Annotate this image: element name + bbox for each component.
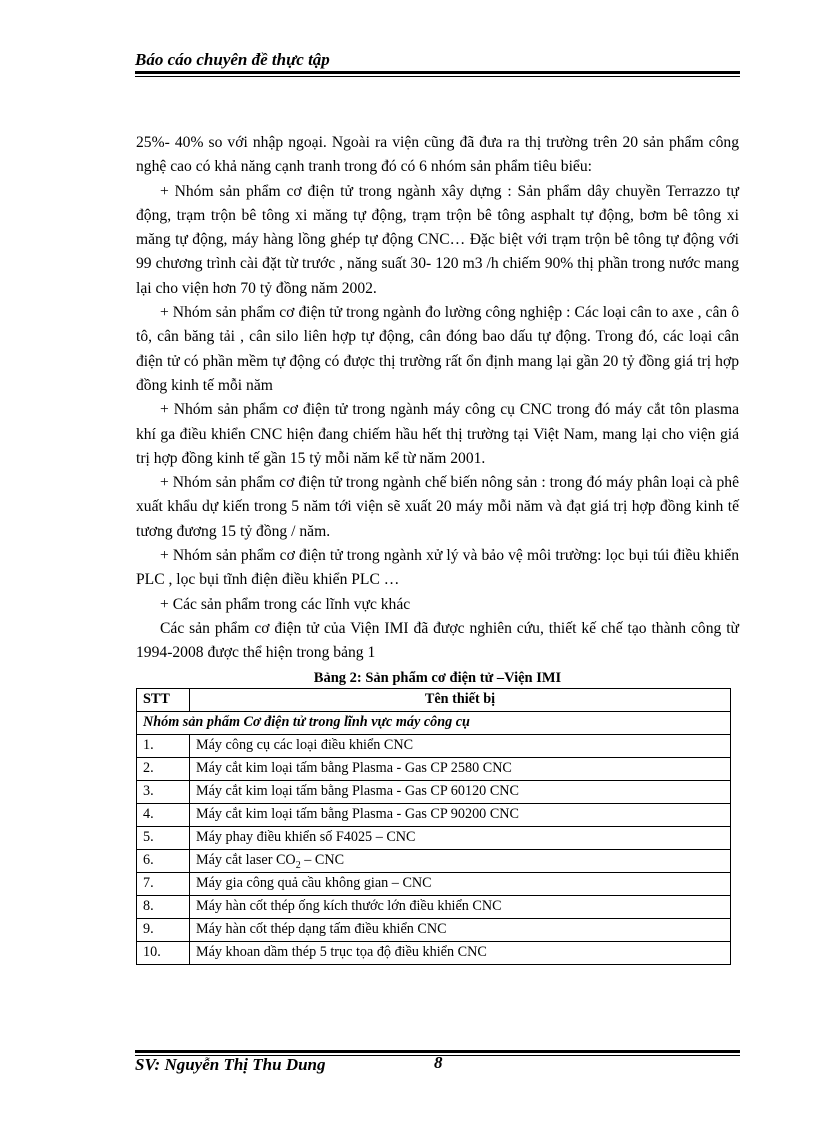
row-name: Máy công cụ các loại điều khiển CNC	[190, 734, 731, 757]
row-name	[190, 849, 731, 872]
row-name: Máy cắt kim loại tấm bằng Plasma - Gas CP 2580 CNC	[190, 757, 731, 780]
table-group-row	[137, 711, 731, 734]
table-row	[137, 849, 731, 872]
bullet-cnc-machine: + Nhóm sản phẩm cơ điện tử trong ngành máy công cụ CNC trong đó máy cắt tôn plasma khí ga điều khiển CNC hiện đang chiếm hầu hết thị trường tại Việt Nam, mang lại cho viện giá trị hợp đồng kinh tế gần 15 tỷ mỗi năm kể từ năm 2001.	[136, 401, 739, 467]
header-rule	[135, 71, 740, 74]
page-header	[135, 50, 740, 70]
header-rule-thin	[135, 76, 740, 77]
table-caption: Bảng 2: Sản phẩm cơ điện tử –Viện IMI	[313, 669, 562, 686]
bullet-environment: + Nhóm sản phẩm cơ điện tử trong ngành xử lý và bảo vệ môi trường: lọc bụi túi điều khiển PLC , lọc bụi tĩnh điện điều khiển PLC …	[136, 547, 739, 589]
row-stt: 9.	[137, 918, 190, 941]
paragraph-table-intro: Các sản phẩm cơ điện tử của Viện IMI đã được nghiên cứu, thiết kế chế tạo thành công từ 1994-2008 được thể hiện trong bảng 1	[136, 619, 739, 662]
header-stt: STT	[137, 688, 190, 711]
row-stt: 3.	[137, 780, 190, 803]
bullet-other: + Các sản phẩm trong các lĩnh vực khác	[160, 595, 411, 613]
table-row	[137, 895, 731, 918]
row-name-text: Máy cắt laser CO	[196, 852, 296, 869]
row-stt: 4.	[137, 803, 190, 826]
subscript-2: 2	[295, 859, 301, 871]
row-name: Máy hàn cốt thép ống kích thước lớn điều khiển CNC	[190, 895, 731, 918]
bullet-measurement: + Nhóm sản phẩm cơ điện tử trong ngành đo lường công nghiệp : Các loại cân to axe , cân ô tô, cân băng tải , cân silo liên hợp tự động, cân đóng bao dấu tự động. Trong đó, các loại cân điện tử có phần mềm tự động có được thị trường rất ổn định mang lại gần 20 tỷ đồng giá trị hợp đồng kinh tế mỗi năm	[136, 304, 739, 394]
table-row	[137, 826, 731, 849]
document-body	[136, 131, 739, 965]
table-row	[137, 941, 731, 964]
table-row	[137, 803, 731, 826]
row-stt: 5.	[137, 826, 190, 849]
header-device-name: Tên thiết bị	[190, 688, 731, 711]
row-stt: 10.	[137, 941, 190, 964]
row-stt: 8.	[137, 895, 190, 918]
row-name-suffix: – CNC	[300, 852, 345, 869]
row-name: Máy cắt kim loại tấm bằng Plasma - Gas CP 60120 CNC	[190, 780, 731, 803]
row-stt: 1.	[137, 734, 190, 757]
table-row	[137, 757, 731, 780]
table-row	[137, 872, 731, 895]
row-name: Máy phay điều khiển số F4025 – CNC	[190, 826, 731, 849]
table-row	[137, 780, 731, 803]
table-row	[137, 918, 731, 941]
row-name: Máy hàn cốt thép dạng tấm điều khiển CNC	[190, 918, 731, 941]
row-name: Máy gia công quả cầu không gian – CNC	[190, 872, 731, 895]
paragraph-intro: 25%- 40% so với nhập ngoại. Ngoài ra viện cũng đã đưa ra thị trường trên 20 sản phẩm công nghệ cao có khả năng cạnh tranh trong đó có 6 nhóm sản phẩm tiêu biểu:	[136, 134, 739, 176]
footer-author: SV: Nguyễn Thị Thu Dung	[135, 1055, 326, 1074]
table-header-row	[137, 688, 731, 711]
header-title: Báo cáo chuyên đề thực tập	[135, 50, 330, 69]
row-name: Máy khoan dầm thép 5 trục tọa độ điều khiển CNC	[190, 941, 731, 964]
row-name: Máy cắt kim loại tấm bằng Plasma - Gas CP 90200 CNC	[190, 803, 731, 826]
bullet-agriculture: + Nhóm sản phẩm cơ điện tử trong ngành chế biến nông sản : trong đó máy phân loại cà phê xuất khẩu dự kiến trong 5 năm tới viện sẽ xuất 20 máy mỗi năm và đạt giá trị hợp đồng kinh tế tương đương 15 tỷ đồng / năm.	[136, 474, 739, 540]
products-table	[136, 688, 731, 965]
row-stt: 7.	[137, 872, 190, 895]
group-label: Nhóm sản phẩm Cơ điện tử trong lĩnh vực máy công cụ	[137, 711, 731, 734]
row-stt: 6.	[137, 849, 190, 872]
bullet-construction: + Nhóm sản phẩm cơ điện tử trong ngành xây dựng : Sản phẩm dây chuyền Terrazzo tự động, trạm trộn bê tông xi măng tự động, trạm trộn bê tông asphalt tự động, bơm bê tông xi măng tự động, máy hàng lồng ghép tự động CNC… Đặc biệt với trạm trộn bê tông tự động với 99 chương trình cài đặt từ trước , năng suất 30- 120 m3 /h chiếm 90% thị phần trong nước mang lại cho viện hơn 70 tỷ đồng năm 2002.	[136, 182, 739, 297]
table-row	[137, 734, 731, 757]
page-number: 8	[434, 1053, 443, 1072]
row-stt: 2.	[137, 757, 190, 780]
